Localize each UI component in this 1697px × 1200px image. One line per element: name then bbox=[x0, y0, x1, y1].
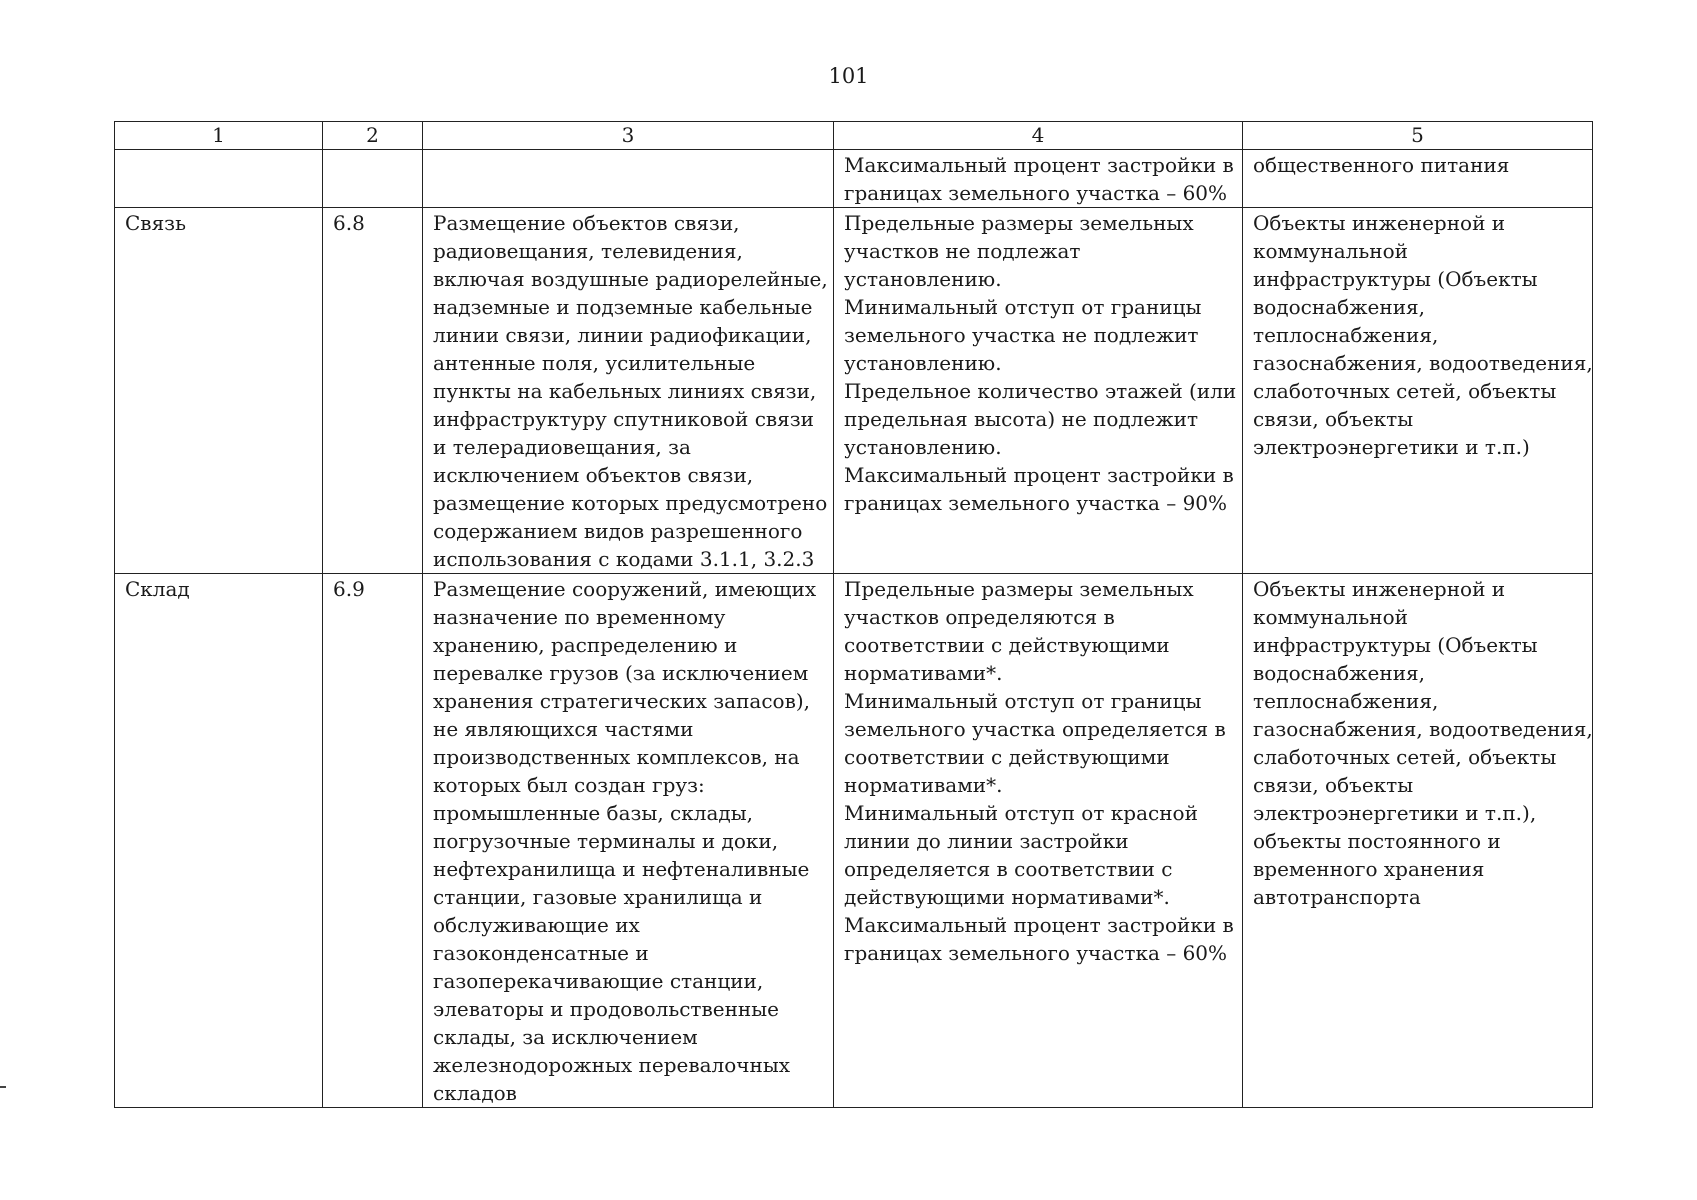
cell-parameters bbox=[834, 574, 1243, 1108]
cell-text-line: назначение по временному bbox=[433, 605, 726, 629]
cell-text-line: надземные и подземные кабельные bbox=[433, 295, 813, 319]
cell-text-line: Минимальный отступ от красной bbox=[844, 801, 1198, 825]
cell-text-line: общественного питания bbox=[1253, 153, 1510, 177]
cell-text-line: слаботочных сетей, объекты bbox=[1253, 379, 1557, 403]
cell-text-line: участков не подлежат bbox=[844, 239, 1081, 263]
cell-text-line: исключением объектов связи, bbox=[433, 463, 754, 487]
cell-text-line: Размещение сооружений, имеющих bbox=[433, 577, 817, 601]
cell-text-line: станции, газовые хранилища и bbox=[433, 885, 763, 909]
cell-text-line: не являющихся частями bbox=[433, 717, 694, 741]
cell-text-line: антенные поля, усилительные bbox=[433, 351, 756, 375]
header-col-3: 3 bbox=[423, 122, 834, 150]
cell-text-line: которых был создан груз: bbox=[433, 773, 705, 797]
cell-code bbox=[323, 150, 423, 208]
cell-text-line: производственных комплексов, на bbox=[433, 745, 800, 769]
zoning-table bbox=[114, 121, 1593, 1108]
cell-text-line: нормативами*. bbox=[844, 773, 1003, 797]
cell-use-type bbox=[115, 150, 323, 208]
header-col-1: 1 bbox=[115, 122, 323, 150]
cell-text-line: установлению. bbox=[844, 435, 1002, 459]
cell-text-line: электроэнергетики и т.п.), bbox=[1253, 801, 1537, 825]
table-row bbox=[115, 208, 1593, 574]
cell-text-line: границах земельного участка – 60% bbox=[844, 941, 1228, 965]
cell-text-line: газоперекачивающие станции, bbox=[433, 969, 764, 993]
cell-text-line: промышленные базы, склады, bbox=[433, 801, 753, 825]
cell-text-line: 6.9 bbox=[333, 577, 365, 601]
cell-text-line: инфраструктуру спутниковой связи bbox=[433, 407, 815, 431]
cell-text-line: и телерадиовещания, за bbox=[433, 435, 691, 459]
cell-text-line: действующими нормативами*. bbox=[844, 885, 1170, 909]
cell-text-line: Предельное количество этажей (или bbox=[844, 379, 1237, 403]
cell-text-line: Минимальный отступ от границы bbox=[844, 689, 1202, 713]
cell-text-line: нефтехранилища и нефтеналивные bbox=[433, 857, 810, 881]
cell-text-line: определяется в соответствии с bbox=[844, 857, 1173, 881]
cell-text-line: временного хранения bbox=[1253, 857, 1485, 881]
cell-text-line: содержанием видов разрешенного bbox=[433, 519, 803, 543]
cell-text-line: элеваторы и продовольственные bbox=[433, 997, 779, 1021]
cell-text-line: газоконденсатные и bbox=[433, 941, 649, 965]
cell-parameters bbox=[834, 208, 1243, 574]
page-number: 101 bbox=[828, 64, 869, 88]
cell-text-line: пункты на кабельных линиях связи, bbox=[433, 379, 817, 403]
cell-text-line: связи, объекты bbox=[1253, 407, 1414, 431]
cell-text-line: включая воздушные радиорелейные, bbox=[433, 267, 828, 291]
cell-text-line: линии связи, линии радиофикации, bbox=[433, 323, 812, 347]
header-row bbox=[115, 122, 1593, 150]
cell-text-line: Максимальный процент застройки в bbox=[844, 153, 1234, 177]
cell-text-line: Размещение объектов связи, bbox=[433, 211, 740, 235]
cell-code bbox=[323, 208, 423, 574]
cell-text-line: установлению. bbox=[844, 267, 1002, 291]
cell-text-line: хранению, распределению и bbox=[433, 633, 738, 657]
cell-text-line: теплоснабжения, bbox=[1253, 689, 1439, 713]
cell-text-line: земельного участка определяется в bbox=[844, 717, 1226, 741]
cell-text-line: коммунальной bbox=[1253, 605, 1408, 629]
cell-text-line: размещение которых предусмотрено bbox=[433, 491, 828, 515]
cell-description bbox=[423, 150, 834, 208]
header-col-2: 2 bbox=[323, 122, 423, 150]
cell-text-line: инфраструктуры (Объекты bbox=[1253, 267, 1538, 291]
cell-text-line: объекты постоянного и bbox=[1253, 829, 1501, 853]
cell-text-line: соответствии с действующими bbox=[844, 633, 1170, 657]
cell-text-line: 6.8 bbox=[333, 211, 365, 235]
cell-text-line: погрузочные терминалы и доки, bbox=[433, 829, 779, 853]
cell-text-line: железнодорожных перевалочных bbox=[433, 1053, 791, 1077]
margin-mark bbox=[0, 1086, 6, 1088]
cell-description bbox=[423, 208, 834, 574]
cell-text-line: склады, за исключением bbox=[433, 1025, 698, 1049]
cell-text-line: Предельные размеры земельных bbox=[844, 577, 1194, 601]
cell-text-line: участков определяются в bbox=[844, 605, 1115, 629]
cell-text-line: коммунальной bbox=[1253, 239, 1408, 263]
cell-text-line: водоснабжения, bbox=[1253, 295, 1426, 319]
header-col-5: 5 bbox=[1243, 122, 1593, 150]
table-row bbox=[115, 574, 1593, 1108]
cell-text-line: Максимальный процент застройки в bbox=[844, 463, 1234, 487]
cell-text-line: обслуживающие их bbox=[433, 913, 640, 937]
cell-text-line: Объекты инженерной и bbox=[1253, 211, 1506, 235]
cell-text-line: нормативами*. bbox=[844, 661, 1003, 685]
cell-text-line: теплоснабжения, bbox=[1253, 323, 1439, 347]
cell-text-line: использования с кодами 3.1.1, 3.2.3 bbox=[433, 547, 815, 571]
cell-text-line: Связь bbox=[125, 211, 186, 235]
cell-text-line: границах земельного участка – 60% bbox=[844, 181, 1228, 205]
cell-text-line: предельная высота) не подлежит bbox=[844, 407, 1199, 431]
cell-description bbox=[423, 574, 834, 1108]
cell-text-line: газоснабжения, водоотведения, bbox=[1253, 351, 1593, 375]
cell-text-line: Предельные размеры земельных bbox=[844, 211, 1194, 235]
cell-auxiliary-uses bbox=[1243, 150, 1593, 208]
cell-text-line: автотранспорта bbox=[1253, 885, 1421, 909]
cell-auxiliary-uses bbox=[1243, 208, 1593, 574]
cell-parameters bbox=[834, 150, 1243, 208]
cell-text-line: установлению. bbox=[844, 351, 1002, 375]
cell-text-line: линии до линии застройки bbox=[844, 829, 1129, 853]
cell-text-line: Минимальный отступ от границы bbox=[844, 295, 1202, 319]
cell-text-line: инфраструктуры (Объекты bbox=[1253, 633, 1538, 657]
cell-code bbox=[323, 574, 423, 1108]
cell-text-line: Склад bbox=[125, 577, 190, 601]
cell-text-line: Максимальный процент застройки в bbox=[844, 913, 1234, 937]
cell-text-line: водоснабжения, bbox=[1253, 661, 1426, 685]
table-row bbox=[115, 150, 1593, 208]
cell-text-line: соответствии с действующими bbox=[844, 745, 1170, 769]
cell-text-line: связи, объекты bbox=[1253, 773, 1414, 797]
cell-auxiliary-uses bbox=[1243, 574, 1593, 1108]
cell-text-line: Объекты инженерной и bbox=[1253, 577, 1506, 601]
cell-text-line: электроэнергетики и т.п.) bbox=[1253, 435, 1530, 459]
cell-text-line: складов bbox=[433, 1081, 517, 1105]
cell-text-line: газоснабжения, водоотведения, bbox=[1253, 717, 1593, 741]
cell-text-line: слаботочных сетей, объекты bbox=[1253, 745, 1557, 769]
header-col-4: 4 bbox=[834, 122, 1243, 150]
cell-text-line: границах земельного участка – 90% bbox=[844, 491, 1228, 515]
cell-use-type bbox=[115, 208, 323, 574]
cell-text-line: перевалке грузов (за исключением bbox=[433, 661, 809, 685]
cell-text-line: земельного участка не подлежит bbox=[844, 323, 1199, 347]
cell-use-type bbox=[115, 574, 323, 1108]
cell-text-line: хранения стратегических запасов), bbox=[433, 689, 810, 713]
cell-text-line: радиовещания, телевидения, bbox=[433, 239, 743, 263]
